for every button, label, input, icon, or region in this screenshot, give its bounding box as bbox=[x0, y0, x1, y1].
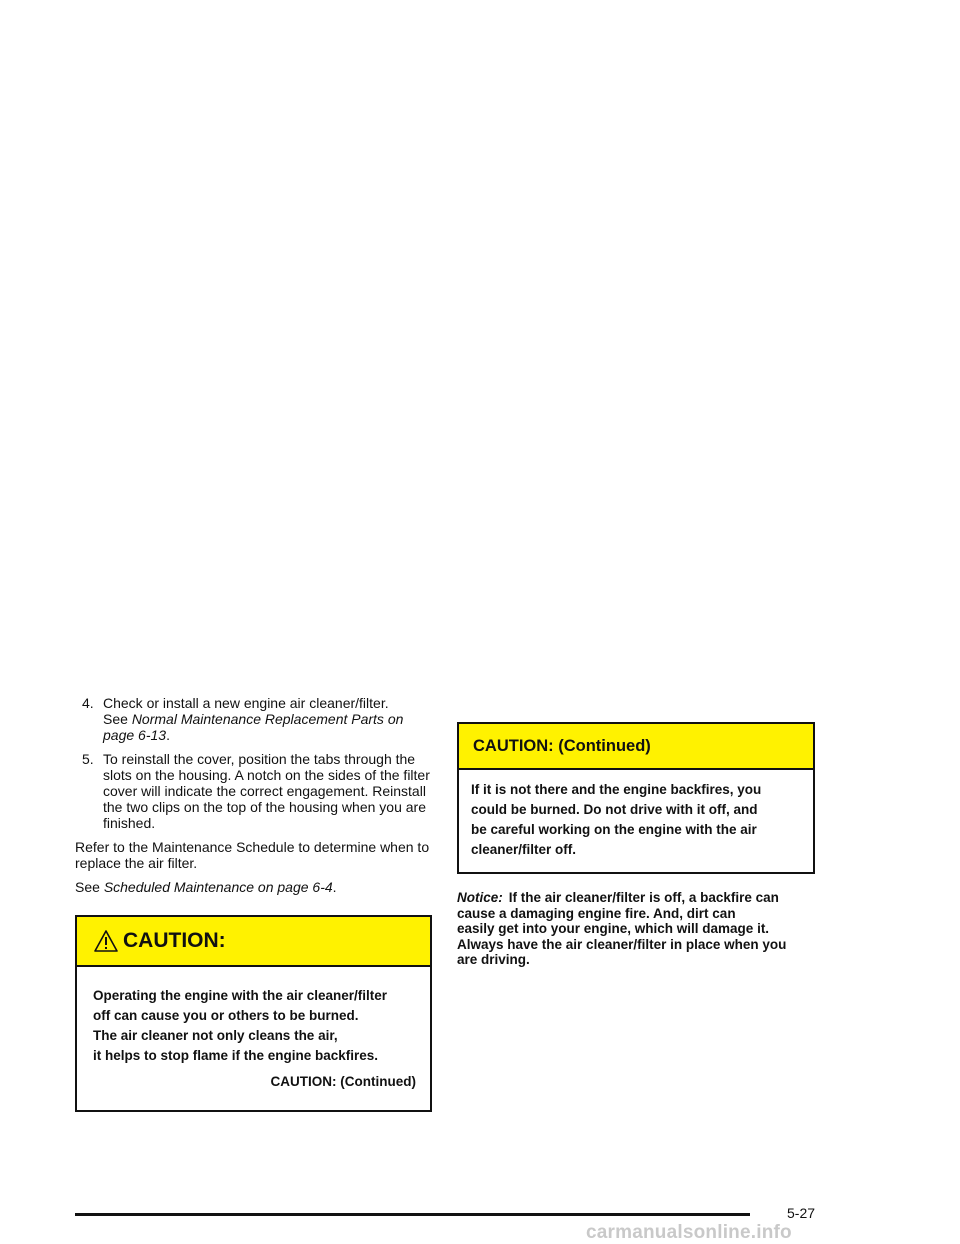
left-column bbox=[75, 695, 432, 1112]
see-suffix: . bbox=[166, 727, 170, 743]
notice-paragraph bbox=[457, 890, 815, 968]
caution-line: cleaner/filter off. bbox=[471, 842, 577, 857]
notice-line: cause a damaging engine fire. And, dirt can bbox=[457, 905, 736, 921]
notice-line: are driving. bbox=[457, 952, 530, 967]
caution-line: If it is not there and the engine backfires, you bbox=[471, 782, 762, 797]
caution-box bbox=[75, 915, 432, 1112]
caution-line: it helps to stop flame if the engine backfires. bbox=[93, 1048, 379, 1063]
caution-line: The air cleaner not only cleans the air, bbox=[93, 1028, 338, 1043]
caution-line: Operating the engine with the air cleaner/filter bbox=[93, 988, 388, 1003]
step-number: 5. bbox=[82, 751, 94, 767]
caution-continued-box bbox=[457, 722, 815, 874]
step-text: Check or install a new engine air cleaner/filter. bbox=[103, 695, 389, 711]
cross-reference-link[interactable]: Normal Maintenance Replacement Parts on page 6-13 bbox=[103, 711, 404, 743]
caution-line: be careful working on the engine with the air bbox=[471, 822, 757, 837]
caution-title: CAUTION: bbox=[123, 929, 226, 952]
refer-paragraph: Refer to the Maintenance Schedule to determine when to replace the air filter. bbox=[75, 839, 430, 871]
warning-triangle-icon bbox=[93, 929, 119, 953]
watermark: carmanualsonline.info bbox=[586, 1222, 792, 1243]
caution-line: could be burned. Do not drive with it off, and bbox=[471, 802, 758, 817]
caution-header bbox=[77, 917, 430, 967]
caution-continued: CAUTION: (Continued) bbox=[270, 1074, 416, 1089]
footer-rule bbox=[75, 1213, 750, 1216]
notice-label: Notice: bbox=[457, 890, 503, 905]
step-number: 4. bbox=[82, 695, 94, 711]
notice-line: If the air cleaner/filter is off, a backfire can bbox=[508, 890, 779, 905]
caution-continued-body bbox=[459, 768, 813, 872]
see-prefix: See bbox=[75, 879, 104, 895]
see-suffix: . bbox=[332, 879, 337, 895]
right-column bbox=[457, 722, 815, 968]
caution-body bbox=[77, 967, 430, 1110]
step-4 bbox=[75, 695, 432, 743]
notice-line: easily get into your engine, which will damage it. bbox=[457, 921, 770, 936]
see-scheduled-paragraph bbox=[75, 879, 432, 895]
step-5 bbox=[75, 751, 432, 831]
page-number: 5-27 bbox=[787, 1205, 816, 1221]
step-body bbox=[103, 695, 432, 743]
see-prefix: See bbox=[103, 711, 132, 727]
step-text: To reinstall the cover, position the tabs through the slots on the housing. A notch on the sides of the filter cover will indicate the correct engagement. Reinstall the two clips on the top of the housing when you are finished. bbox=[103, 751, 430, 831]
caution-line: off can cause you or others to be burned. bbox=[93, 1008, 359, 1023]
notice-line: Always have the air cleaner/filter in place when you bbox=[457, 936, 787, 952]
cross-reference-link[interactable]: Scheduled Maintenance on page 6-4 bbox=[103, 879, 333, 895]
caution-continued-title: CAUTION: (Continued) bbox=[473, 736, 651, 755]
